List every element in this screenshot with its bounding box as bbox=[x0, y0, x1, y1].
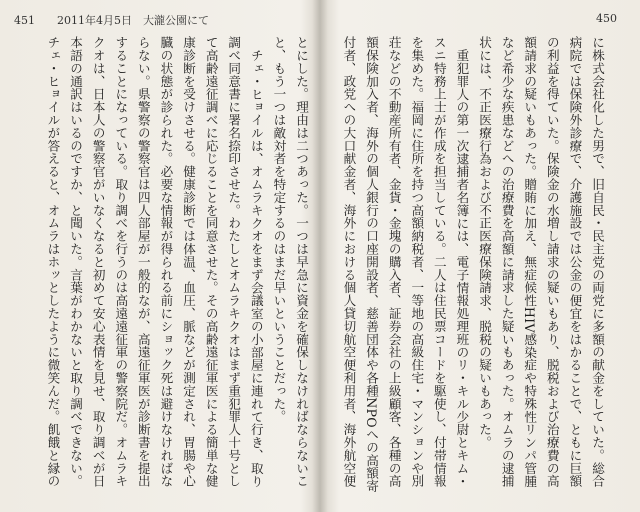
right-paragraph-1: に株式会社化した男で、旧自民・民主党の両党に多額の献金をしていた。総合病院では保険外診療で、介護施設では公金の便宜をはかることで、ともに巨額の利益を得ていた。保険金の水増し請求の疑いもあり、脱税および治療費の高額請求の疑いもあった。贈賄に加え、無症候性HIV感染症や特殊性リンパ管腫など希少な疾患などへの治療費を高額に請求した疑いもあった。オムラの逮捕状には、不正医療行為および不正医療保険請求、脱税の疑いもあった。 bbox=[477, 36, 605, 488]
book-gutter bbox=[312, 0, 328, 512]
right-page-body bbox=[340, 36, 608, 498]
right-page-number: 450 bbox=[596, 12, 617, 25]
left-page-header bbox=[14, 12, 209, 28]
right-paragraph-2: 重犯罪人の第一次逮捕者名簿には、電子情報処理班のリ・キル少尉とキム・スニ特務上士が作成を担当している。二人は住民票コードを駆使し、付帯情報を集めた。福岡に住所を持つ高額納税者、一等地の高級住宅・マンションや別荘などの不動産所有者、金貨・金塊の購入者、証券会社の上級顧客、各種の高額保険加入者、海外の個人銀行の口座開設者、慈善団体や各種NPOへの高額寄付者、政党への大口献金者、海外における個人貸切航空便利用者、海外航空便 bbox=[341, 36, 470, 493]
running-head: 2011年4月5日 大瀧公園にて bbox=[57, 14, 209, 27]
left-paragraph-2: チェ・ヒョイルは、オムラキクオをまず会議室の小部屋に連れて行き、取り調べ同意書に署名捺印させた。わたしとオムラキクオはまず重犯罪人十号として高齢遠征調べに応じることを同意させた。その高齢遠征軍医による簡単な健康診断を受けさせる。健康診断では体温、血圧、脈などが測定され、胃腸や心臓の状態が診られた。必要な情報が得られる前にショック死は避けなければならない。県警察の警察官は四人部屋が一般的なが、高遠征軍医が診断書を提出することになっている。取り調べを行うのは高遠遠征軍の警察院だ。オムラキクオは、日本人の警察官がいなくなると初めて安心表情を見せ、取り調べが日本語の通訳はいるのですか、と聞いた。言葉がわかないと取り調べできない。チェ・ヒョイルが答えると、オムラはホッとしたように微笑んだ。飢餓と縁の bbox=[45, 36, 264, 488]
left-paragraph-1: とにした。理由は二つあった。一つは早急に資金を確保しなければならないこと、もう一つは敵対者を特定するのはまだ早いということだった。 bbox=[271, 36, 309, 488]
left-page-number: 451 bbox=[14, 14, 35, 27]
left-page-body bbox=[44, 36, 312, 498]
